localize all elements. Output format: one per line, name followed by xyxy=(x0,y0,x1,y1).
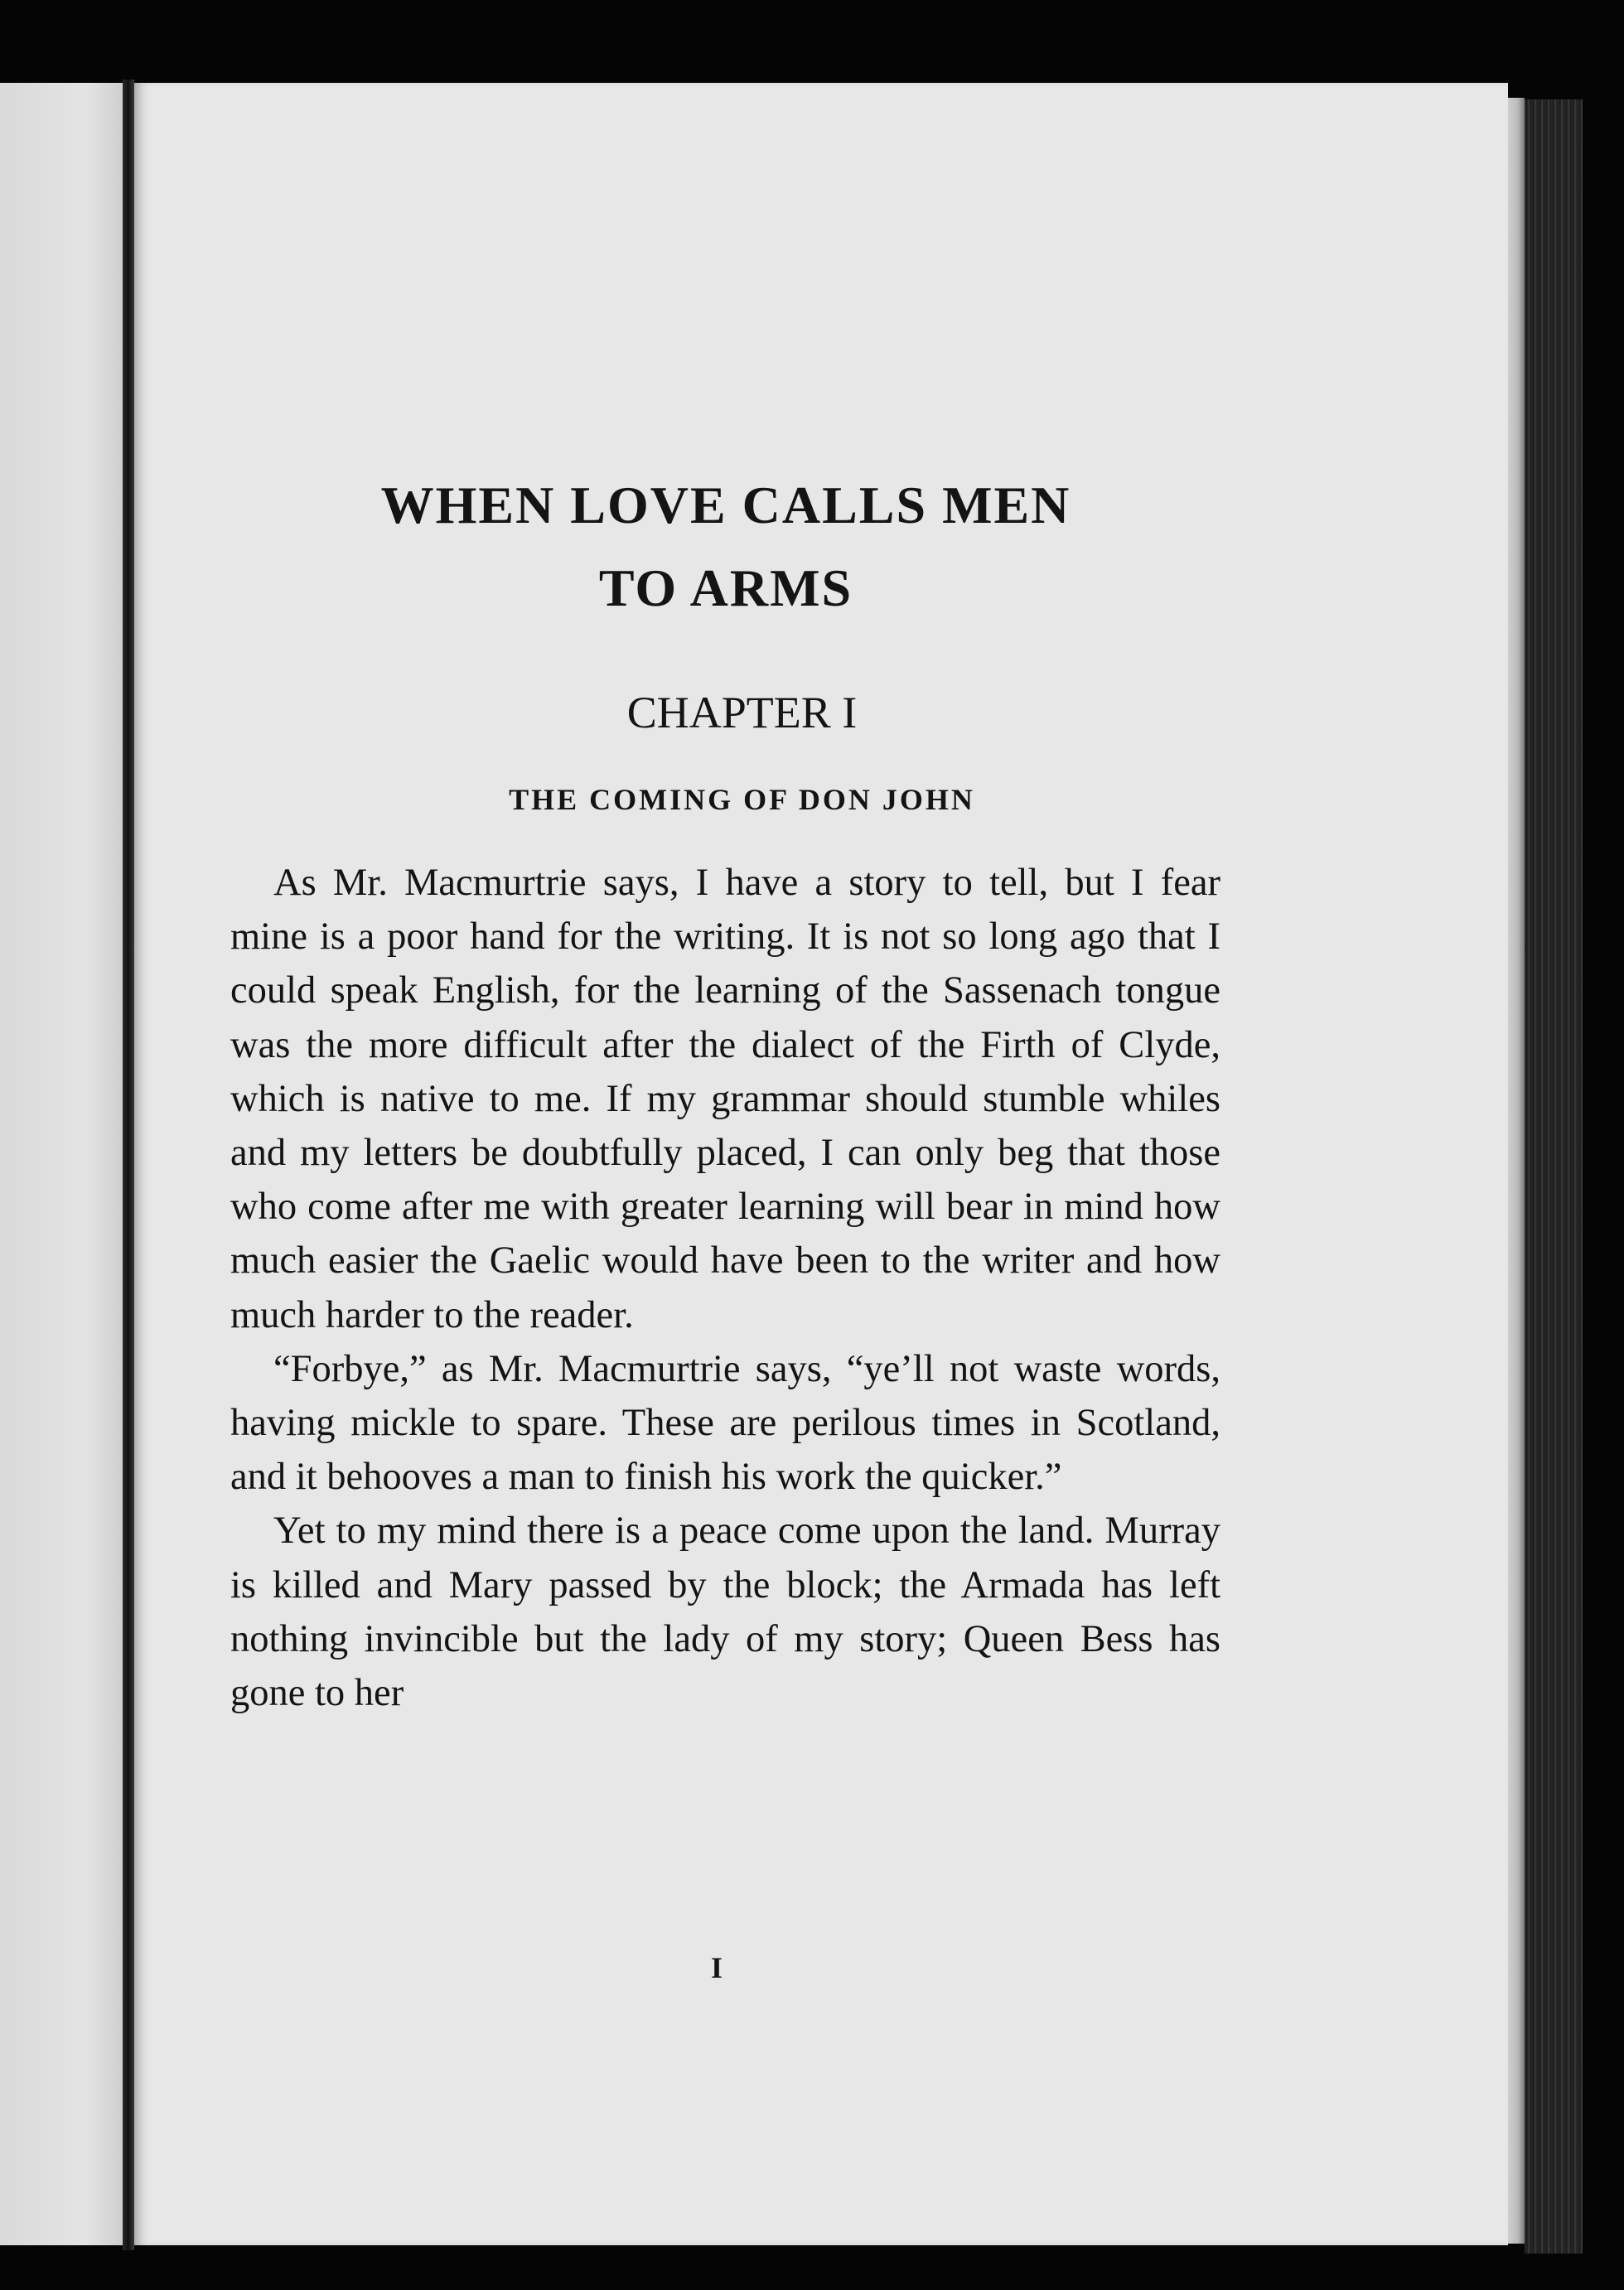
book-gutter xyxy=(123,80,134,2250)
book-title: WHEN LOVE CALLS MEN TO ARMS xyxy=(380,476,1071,617)
facing-page-edge xyxy=(0,83,123,2245)
page-number: I xyxy=(711,1951,723,1984)
chapter-title: THE COMING OF DON JOHN xyxy=(509,783,975,816)
chapter-number: CHAPTER I xyxy=(626,688,858,737)
paragraph: Yet to my mind there is a peace come upon the land. Murray is killed and Mary passed by the block; the Armada has left nothing invincible but the lady of my story; Queen Bess has gone to her xyxy=(230,1510,1220,1715)
body-text xyxy=(230,856,1220,1720)
paragraph: “Forbye,” as Mr. Macmurtrie says, “ye’ll not waste words, having mickle to spare. These are perilous times in Scotland, and it behooves a man to finish his work the quicker.” xyxy=(230,1347,1220,1499)
book-block-edge xyxy=(1525,99,1583,2254)
paragraph: As Mr. Macmurtrie says, I have a story to tell, but I fear mine is a poor hand for the writing. It is not so long ago that I could speak English, for the learning of the Sassenach tongue was the more difficult after the dialect of the Firth of Clyde, which is native to me. If my grammar should stumble whiles and my letters be doubtfully placed, I can only beg that those who come after me with greater learning will bear in mind how much easier the Gaelic would have been to the writer and how much harder to the reader. xyxy=(230,862,1220,1336)
page-text-block xyxy=(230,464,1220,1720)
page-fore-edge xyxy=(1508,98,1525,2244)
